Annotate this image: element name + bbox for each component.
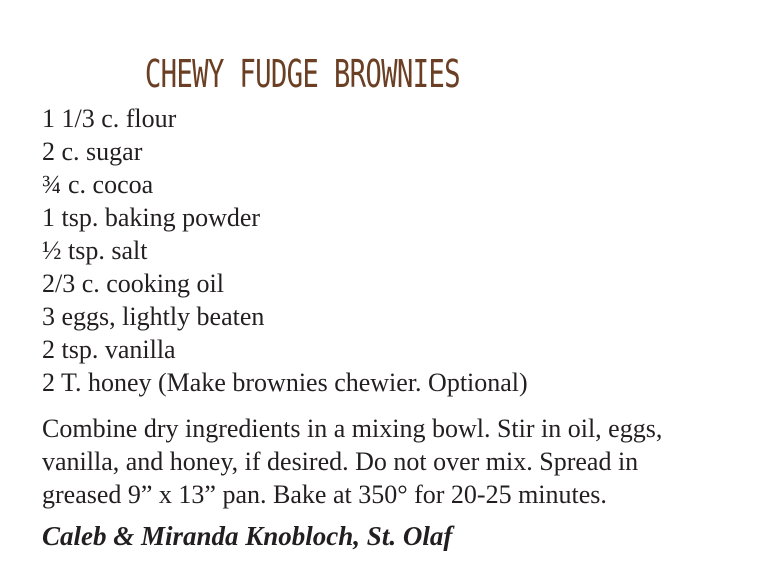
recipe-author: Caleb & Miranda Knobloch, St. Olaf	[42, 521, 453, 551]
ingredient-item: 2 tsp. vanilla	[42, 335, 176, 364]
directions-line: Combine dry ingredients in a mixing bowl. Stir in oil, eggs,	[42, 414, 663, 443]
directions-line: vanilla, and honey, if desired. Do not over mix. Spread in	[42, 447, 639, 476]
ingredient-item: ½ tsp. salt	[42, 236, 148, 265]
recipe-title: CHEWY FUDGE BROWNIES	[144, 52, 460, 96]
ingredient-list	[42, 102, 528, 399]
directions-paragraph	[42, 412, 742, 511]
ingredient-item: 2 c. sugar	[42, 137, 143, 166]
ingredient-item: 1 tsp. baking powder	[42, 203, 261, 232]
ingredient-item: 3 eggs, lightly beaten	[42, 302, 265, 331]
directions-line: greased 9” x 13” pan. Bake at 350° for 20-25 minutes.	[42, 480, 607, 509]
ingredient-item: ¾ c. cocoa	[42, 170, 154, 199]
ingredient-item: 1 1/3 c. flour	[42, 104, 177, 133]
ingredient-item: 2/3 c. cooking oil	[42, 269, 224, 298]
ingredient-item: 2 T. honey (Make brownies chewier. Optional)	[42, 368, 528, 397]
